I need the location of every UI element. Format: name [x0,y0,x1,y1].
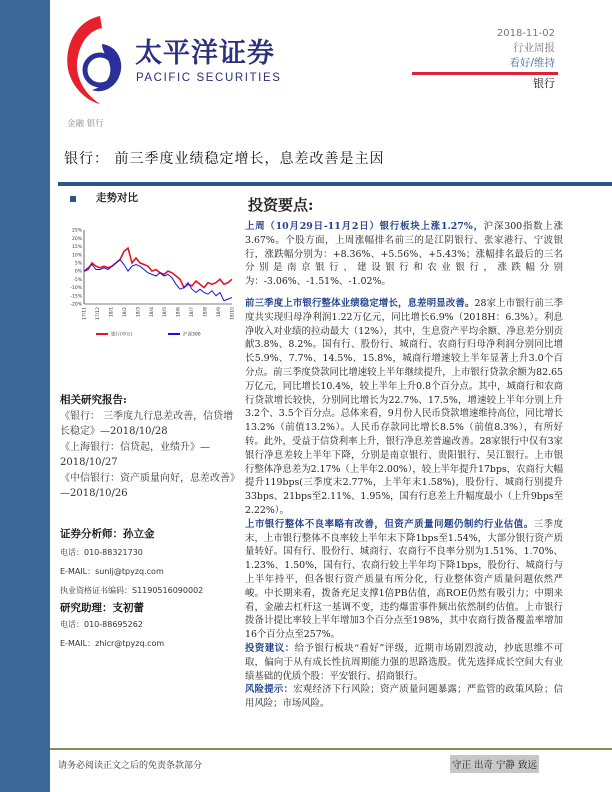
x-tick-label: 18/6 [176,307,182,318]
related-report-link[interactable]: 《银行： 三季度九行息差改善，信贷增长稳定》—2018/10/28 [60,410,234,437]
trend-title: 走势对比 [96,192,138,204]
y-tick-label: -5% [73,277,82,283]
y-tick-label: -20% [70,302,82,308]
footer-disclaimer: 请务必阅读正文之后的免责条款部分 [58,761,203,771]
x-tick-label: 18/5 [163,307,169,318]
related-report-link[interactable]: 《上海银行：信贷起，业绩升》—2018/10/27 [60,441,210,468]
analyst-info [60,526,238,653]
analyst-cert: 执业资格证书编码：S1190516090002 [60,586,204,595]
paragraph-weekly: 上周（10月29日-11月2日）银行板块上涨1.27%，沪深300指数上涨3.67%。个股方面，上周涨幅排名前三的是江阴银行、张家港行、宁波银行，涨跌幅分别为：+8.36%、+5.56%、+5.43%；涨幅排名最后的三名分别是南京银行、建设银行和农业银行，涨跌幅分别为：-3.06%、-1.51%、-1.02%。 [245,221,564,288]
paragraph-risk: 风险提示：宏观经济下行风险；资产质量问题暴露；严监管的政策风险；信用风险；市场风险。 [245,684,563,710]
x-tick-label: 18/9 [217,307,223,318]
rating: 看好/维持 [509,57,555,69]
footer-rule [50,748,612,750]
bullet-square-icon [70,196,76,202]
pacific-securities-logo [62,14,132,104]
x-tick-label: 18/1 [109,307,115,318]
report-title: 银行： 前三季度业绩稳定增长，息差改善是主因 [64,151,385,167]
trend-chart [56,208,236,378]
x-tick-label: 18/7 [190,307,196,318]
paragraph-advice: 投资建议：给予银行板块“看好”评级，近期市场剧烈波动，抄底思维不可取，偏向于从有成长性抗周期能力强的思路选股。优先选择成长空间大有业绩基础的优质个股：平安银行、招商银行。 [245,642,563,682]
analyst-title: 证券分析师：孙立金 [60,528,155,540]
related-title: 相关研究报告: [60,394,127,406]
y-tick-label: 0% [74,269,82,275]
key-points [245,196,563,711]
y-tick-label: -15% [70,294,82,300]
report-type: 行业周报 [513,42,555,54]
analyst-phone: 电话：010-88321730 [60,548,143,557]
related-report-link[interactable]: 《中信银行：资产质量向好，息差改善》—2018/10/26 [60,472,235,499]
series-line-1 [84,260,232,301]
brand-name-en: PACIFIC SECURITIES [136,72,282,84]
report-date: 2018-11-02 [496,28,555,39]
title-divider [58,182,612,186]
legend-label: 银行(申万) [111,332,133,338]
y-tick-label: 20% [71,236,82,242]
analyst-email[interactable]: E-MAIL：sunlj@tpyzq.com [60,567,164,576]
legend-label: 沪深300 [183,332,201,338]
category: 金融 银行 [67,119,104,129]
series-line-0 [84,248,232,288]
assistant-phone: 电话：010-88695262 [60,620,143,629]
x-tick-label: 17/11 [82,307,88,320]
related-reports [60,393,238,502]
x-tick-label: 18/2 [122,307,128,318]
y-tick-label: 5% [74,261,82,267]
sector: 银行 [533,77,555,90]
paragraph-earnings: 前三季度上市银行整体业绩稳定增长，息差明显改善。28家上市银行前三季度共实现归母净利润1.22万亿元，同比增长6.9%（2018H：6.3%）。利息净收入对业绩的拉动最大（12%），其中，生息资产平均余额、净息差分别贡献3.8%、8.2%。国有行、股份行、城商行、农商行归母净利润分别同比增长5.9%、7.7%、14.5%、15.8%，城商行增速较上半年显著上升3.0个百分点。前三季度贷款同比增速较上半年继续提升，上市银行贷款余额为82.65万亿元，同比增长10.4%，较上半年上升0.8个百分点。其中，城商行和农商行贷款增长较快，分别同比增长为22.7%、17.5%，增速较上半年分别上升3.2个、3.5个百分点。总体来看，9月份人民币贷款增速维持高位，同比增长13.2%（前值13.2%）。人民币存款同比增长8.5%（前值8.3%），有所好转。此外，受益于信贷利率上升，银行净息差普遍改善。28家银行中仅有3家银行净息差较上半年下降，分别是南京银行、贵阳银行、吴江银行。上市银行整体净息差为2.17%（上半年2.00%），较上半年提升17bps，农商行大幅提升119bps(三季度末2.77%，上半年末1.58%)，股份行、城商行别提升33bps、21bps至2.11%、1.95%，国有行息差上升幅度最小（上升9bps至2.22%）。 [245,297,563,516]
assistant-title: 研究助理：支初蕾 [60,602,144,614]
sidebar-band [0,0,50,792]
header-red-rule [412,72,558,75]
paragraph-asset-quality: 上市银行整体不良率略有改善，但资产质量问题仍制约行业估值。三季度末，上市银行整体不良率较上半年末下降1bps至1.54%，大部分银行资产质量转好。国有行、股份行、城商行、农商行不良率分别为1.51%、1.70%、1.23%、1.50%，国有行、农商行较上半年均下降1bps，股份行、城商行与上半年持平，但各银行资产质量有所分化，行业整体资产质量问题依然严峻。中长期来看，拨备充足支撑1倍PB估值，高ROE仍然有吸引力；中期来看，金融去杠杆这一基调不变，违约爆雷事件频出依然制约估值。上市银行拨备计提比率较上半年增加3个百分点至198%，其中农商行拨备覆盖率增加16个百分点至257%。 [245,518,563,641]
x-tick-label: 18/4 [149,307,155,318]
y-tick-label: 10% [71,253,82,259]
x-tick-label: 18/10 [230,307,236,320]
footer-motto: 守正 出奇 宁静 致远 [450,755,539,773]
assistant-email[interactable]: E-MAIL：zhicr@tpyzq.com [60,639,165,648]
y-tick-label: 15% [71,245,82,251]
y-tick-label: -10% [70,286,82,292]
x-tick-label: 18/8 [203,307,209,318]
x-tick-label: 17/12 [95,307,101,320]
x-tick-label: 18/3 [136,307,142,318]
brand-name-cn: 太平洋证券 [135,38,275,69]
key-points-heading: 投资要点: [248,196,314,214]
y-tick-label: 25% [71,228,82,234]
